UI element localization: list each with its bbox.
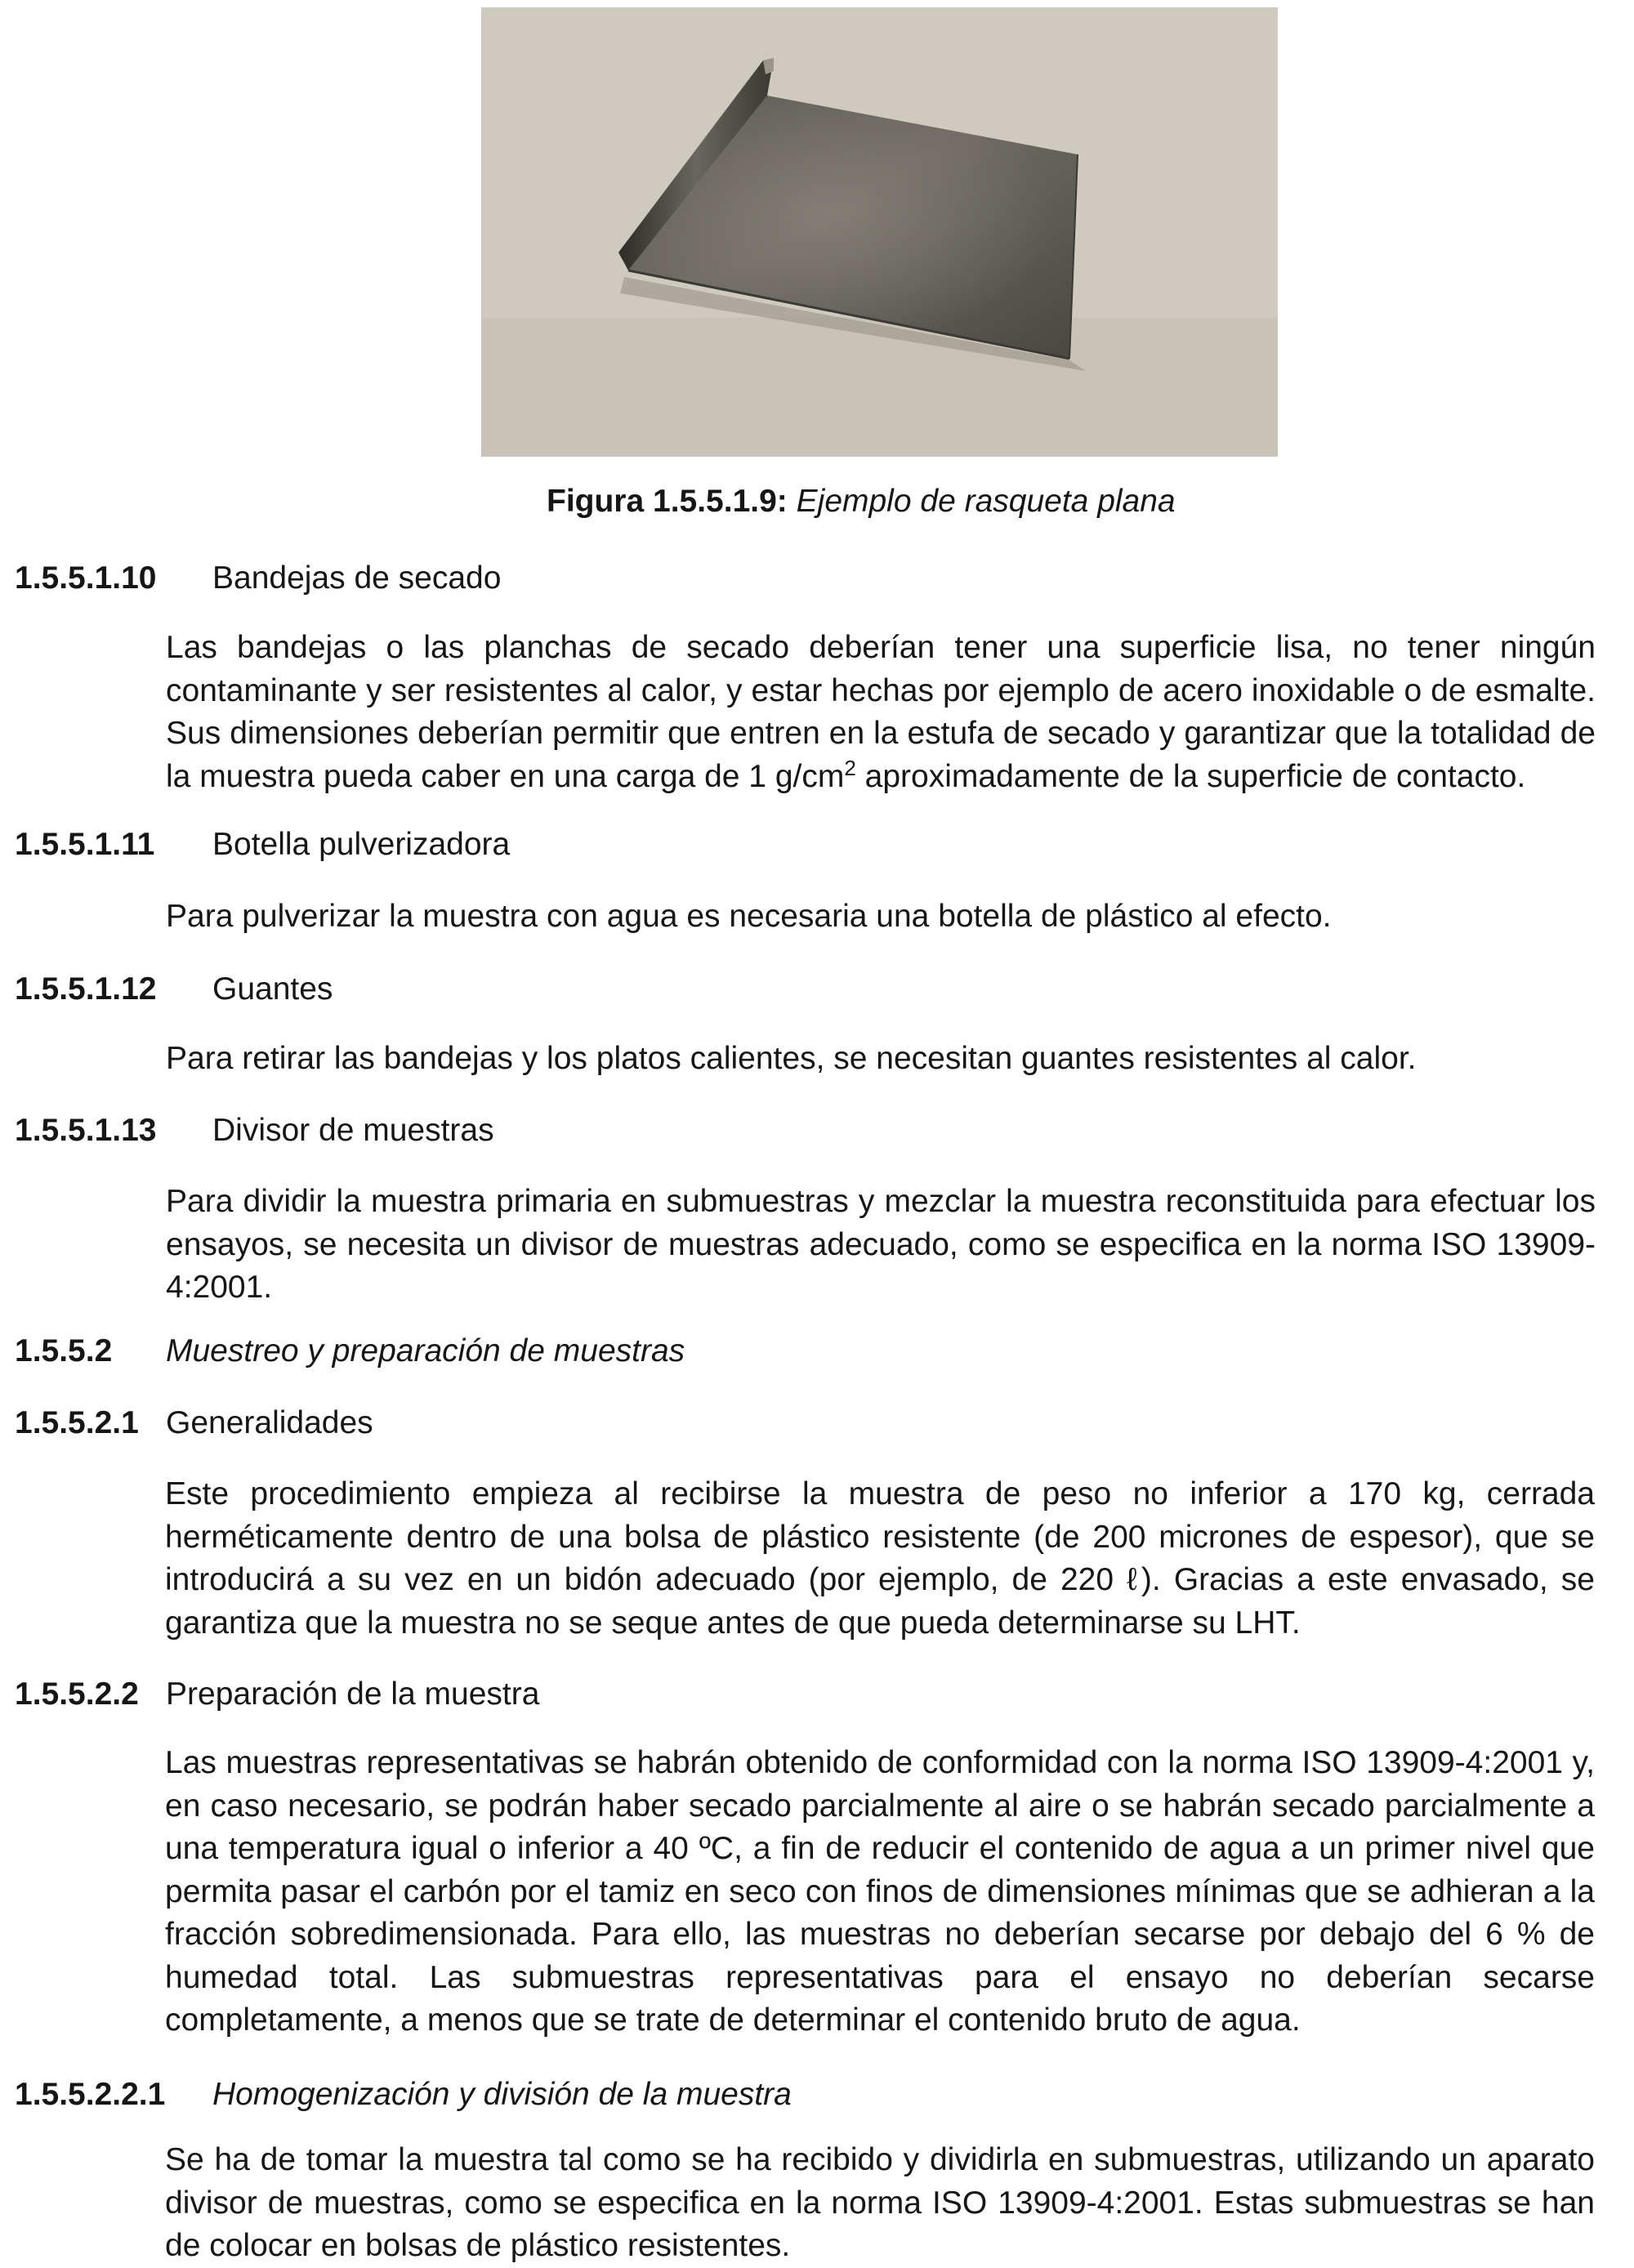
section-number: 1.5.5.2.2.1 <box>15 2077 166 2112</box>
section-title: Botella pulverizadora <box>212 827 511 862</box>
section-number: 1.5.5.2.2 <box>15 1676 139 1712</box>
section-number: 1.5.5.1.12 <box>15 971 157 1007</box>
section-title: Generalidades <box>166 1405 373 1440</box>
paragraph-text-end: aproximadamente de la superficie de contacto. <box>855 758 1526 794</box>
section-heading-1-5-5-2 <box>15 1332 685 1371</box>
figure-label: Figura 1.5.5.1.9: <box>547 484 788 519</box>
superscript: 2 <box>844 755 856 780</box>
section-heading-1-5-5-2-2-1 <box>15 2075 792 2114</box>
figure-caption <box>547 484 1176 520</box>
section-heading-1-5-5-2-1 <box>15 1404 373 1443</box>
section-title: Bandejas de secado <box>212 560 502 596</box>
section-number: 1.5.5.1.11 <box>15 827 155 862</box>
section-title: Guantes <box>212 971 333 1007</box>
section-heading-1-5-5-2-2 <box>15 1675 539 1714</box>
section-title: Divisor de muestras <box>212 1113 494 1148</box>
section-title: Preparación de la muestra <box>166 1676 540 1712</box>
section-paragraph-1-5-5-1-13: Para dividir la muestra primaria en submuestras y mezclar la muestra reconstituida para efectuar los ensayos, se necesita un divisor de muestras adecuado, como se especifica en la norma ISO 13909-4:2001. <box>166 1184 1596 1305</box>
section-heading-1-5-5-1-11 <box>15 825 510 864</box>
paragraph-text: Las bandejas o las planchas de secado deberían tener una superficie lisa, no tener ningún contaminante y ser resistentes al calor, y estar hechas por ejemplo de acero inoxidable o de esmalte. Sus dimensiones deberían permitir que entren en la estufa de secado y garantizar que la totalidad de la muestra pueda caber en una carga de 1 g/cm <box>166 630 1596 794</box>
figure-caption-text: Ejemplo de rasqueta plana <box>796 484 1176 519</box>
section-paragraph-1-5-5-2-2: Las muestras representativas se habrán obtenido de conformidad con la norma ISO 13909-4:2001 y, en caso necesario, se podrán haber secado parcialmente al aire o se habrán secado parcialmente a una temperatura igual o inferior a 40 ºC, a fin de reducir el contenido de agua a un primer nivel que permita pasar el carbón por el tamiz en seco con finos de dimensiones mínimas que se adhieran a la fracción sobredimensionada. Para ello, las muestras no deberían secarse por debajo del 6 % de humedad total. Las submuestras representativas para el ensayo no deberían secarse completamente, a menos que se trate de determinar el contenido bruto de agua. <box>165 1745 1595 2038</box>
section-paragraph-1-5-5-1-10 <box>166 627 1596 798</box>
section-title: Muestreo y preparación de muestras <box>166 1333 685 1368</box>
flat-scraper-photo <box>481 7 1278 457</box>
flat-scraper-icon <box>481 7 1278 457</box>
section-paragraph-1-5-5-1-12: Para retirar las bandejas y los platos calientes, se necesitan guantes resistentes al calor. <box>166 1041 1417 1076</box>
section-paragraph-1-5-5-1-11: Para pulverizar la muestra con agua es necesaria una botella de plástico al efecto. <box>166 899 1332 934</box>
section-number: 1.5.5.2 <box>15 1333 113 1368</box>
section-heading-1-5-5-1-10 <box>15 559 501 598</box>
section-heading-1-5-5-1-12 <box>15 970 333 1009</box>
section-paragraph-1-5-5-2-2-1: Se ha de tomar la muestra tal como se ha recibido y dividirla en submuestras, utilizando un aparato divisor de muestras, como se especifica en la norma ISO 13909-4:2001. Estas submuestras se han de colocar en bolsas de plástico resistentes. <box>165 2142 1595 2263</box>
section-title: Homogenización y división de la muestra <box>212 2077 792 2112</box>
section-heading-1-5-5-1-13 <box>15 1111 494 1150</box>
section-number: 1.5.5.1.13 <box>15 1113 157 1148</box>
section-paragraph-1-5-5-2-1: Este procedimiento empieza al recibirse la muestra de peso no inferior a 170 kg, cerrada herméticamente dentro de una bolsa de plástico resistente (de 200 micrones de espesor), que se introducirá a su vez en un bidón adecuado (por ejemplo, de 220 ℓ). Gracias a este envasado, se garantiza que la muestra no se seque antes de que pueda determinarse su LHT. <box>165 1476 1595 1641</box>
section-number: 1.5.5.1.10 <box>15 560 157 596</box>
section-number: 1.5.5.2.1 <box>15 1405 139 1440</box>
